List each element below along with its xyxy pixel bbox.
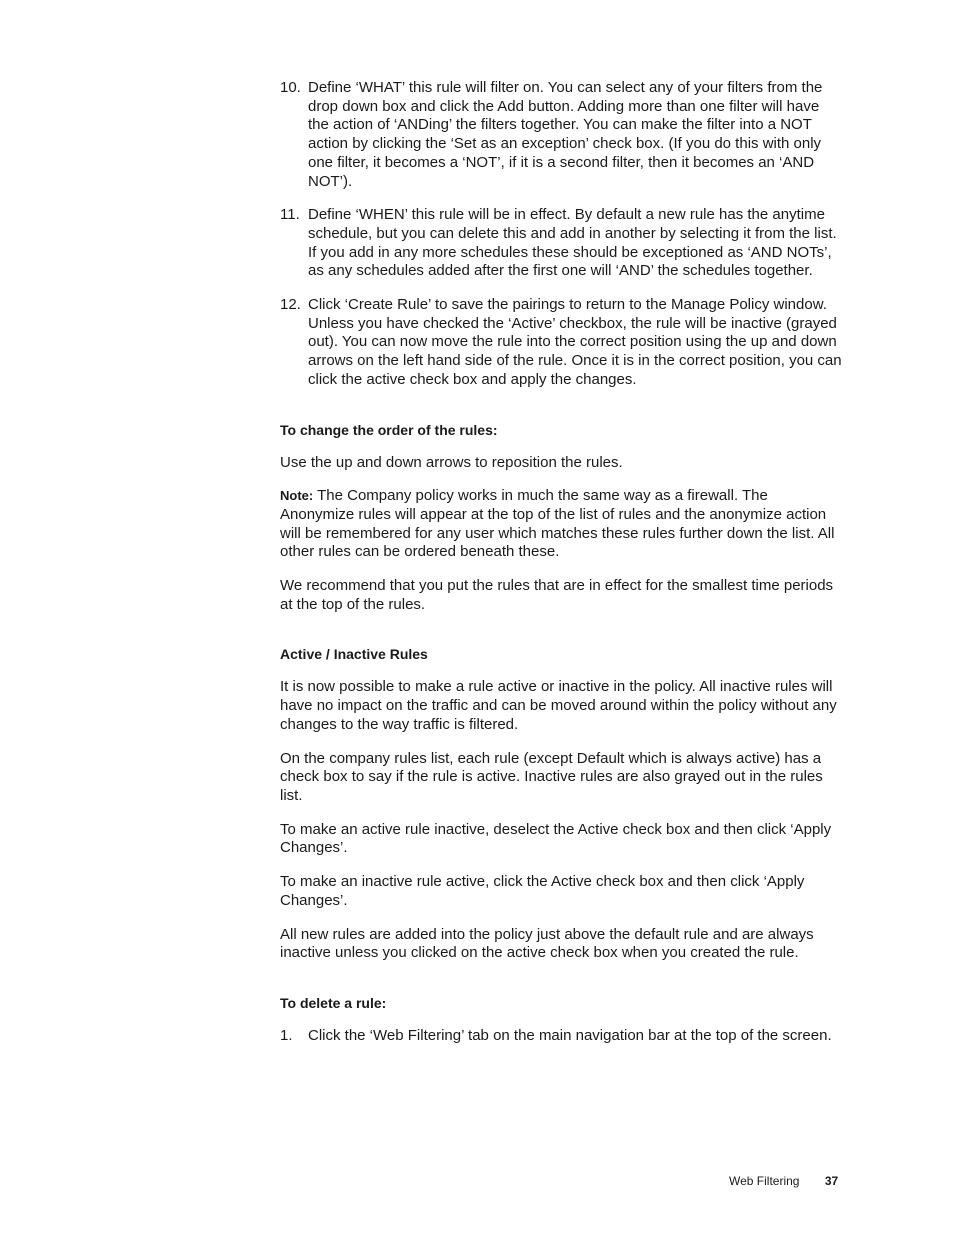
paragraph: It is now possible to make a rule active or inactive in the policy. All inactive rules will have no impact on the traffic and can be moved around within the policy without any changes to the way traffic is filtered. xyxy=(280,678,837,733)
section-heading-order: To change the order of the rules: xyxy=(280,421,498,438)
section-heading-active: Active / Inactive Rules xyxy=(280,646,428,663)
list-text: Click ‘Create Rule’ to save the pairings to return to the Manage Policy window. Unless you have checked the ‘Active’ checkbox, the rule will be inactive (grayed out). You can now move the rule into the correct position using the up and down arrows on the left hand side of the rule. Once it is in the correct position, you can click the active check box and apply the changes. xyxy=(308,296,842,388)
list-number: 10. xyxy=(280,79,301,96)
paragraph: We recommend that you put the rules that are in effect for the smallest time periods at the top of the rules. xyxy=(280,577,834,613)
document-body xyxy=(280,79,842,1061)
page-footer xyxy=(729,1174,838,1188)
paragraph: Use the up and down arrows to reposition the rules. xyxy=(280,453,623,471)
list-item xyxy=(280,206,842,281)
list-text: Define ‘WHEN’ this rule will be in effect. By default a new rule has the anytime schedule, but you can delete this and add in another by selecting it from the list. If you add in any more schedules these should be exceptioned as ‘AND NOTs’, as any schedules added after the first one will ‘AND’ the schedules together. xyxy=(308,206,837,280)
list-item xyxy=(280,79,842,191)
section-heading-delete: To delete a rule: xyxy=(280,994,387,1011)
note-text: The Company policy works in much the same way as a firewall. The Anonymize rules will appear at the top of the list of rules and the anonymize action will be remembered for any user which matches these rules further down the list. All other rules can be ordered beneath these. xyxy=(280,487,835,561)
list-item xyxy=(280,1027,842,1046)
list-text: Click the ‘Web Filtering’ tab on the main navigation bar at the top of the screen. xyxy=(308,1026,832,1044)
list-number: 1. xyxy=(280,1026,293,1044)
list-item xyxy=(280,296,842,390)
note-label: Note: xyxy=(280,488,314,504)
paragraph: To make an active rule inactive, deselect the Active check box and then click ‘Apply Changes’. xyxy=(280,820,832,857)
list-number: 11. xyxy=(280,206,300,224)
note-paragraph xyxy=(280,487,842,562)
paragraph: All new rules are added into the policy just above the default rule and are always inactive unless you clicked on the active check box when you created the rule. xyxy=(280,925,814,962)
paragraph: To make an inactive rule active, click the Active check box and then click ‘Apply Changes’. xyxy=(280,873,805,909)
list-number: 12. xyxy=(280,296,301,314)
list-text: Define ‘WHAT’ this rule will filter on. You can select any of your filters from the drop down box and click the Add button. Adding more than one filter will have the action of ‘ANDing’ the filters together. You can make the filter into a NOT action by clicking the ‘Set as an exception’ check box. (If you do this with only one filter, it becomes a ‘NOT’, if it is a second filter, then it becomes an ‘AND NOT’). xyxy=(308,79,823,190)
page-number: 37 xyxy=(824,1174,839,1188)
paragraph: On the company rules list, each rule (except Default which is always active) has a check box to say if the rule is active. Inactive rules are also grayed out in the rules list. xyxy=(280,749,823,804)
footer-title: Web Filtering xyxy=(729,1174,800,1188)
